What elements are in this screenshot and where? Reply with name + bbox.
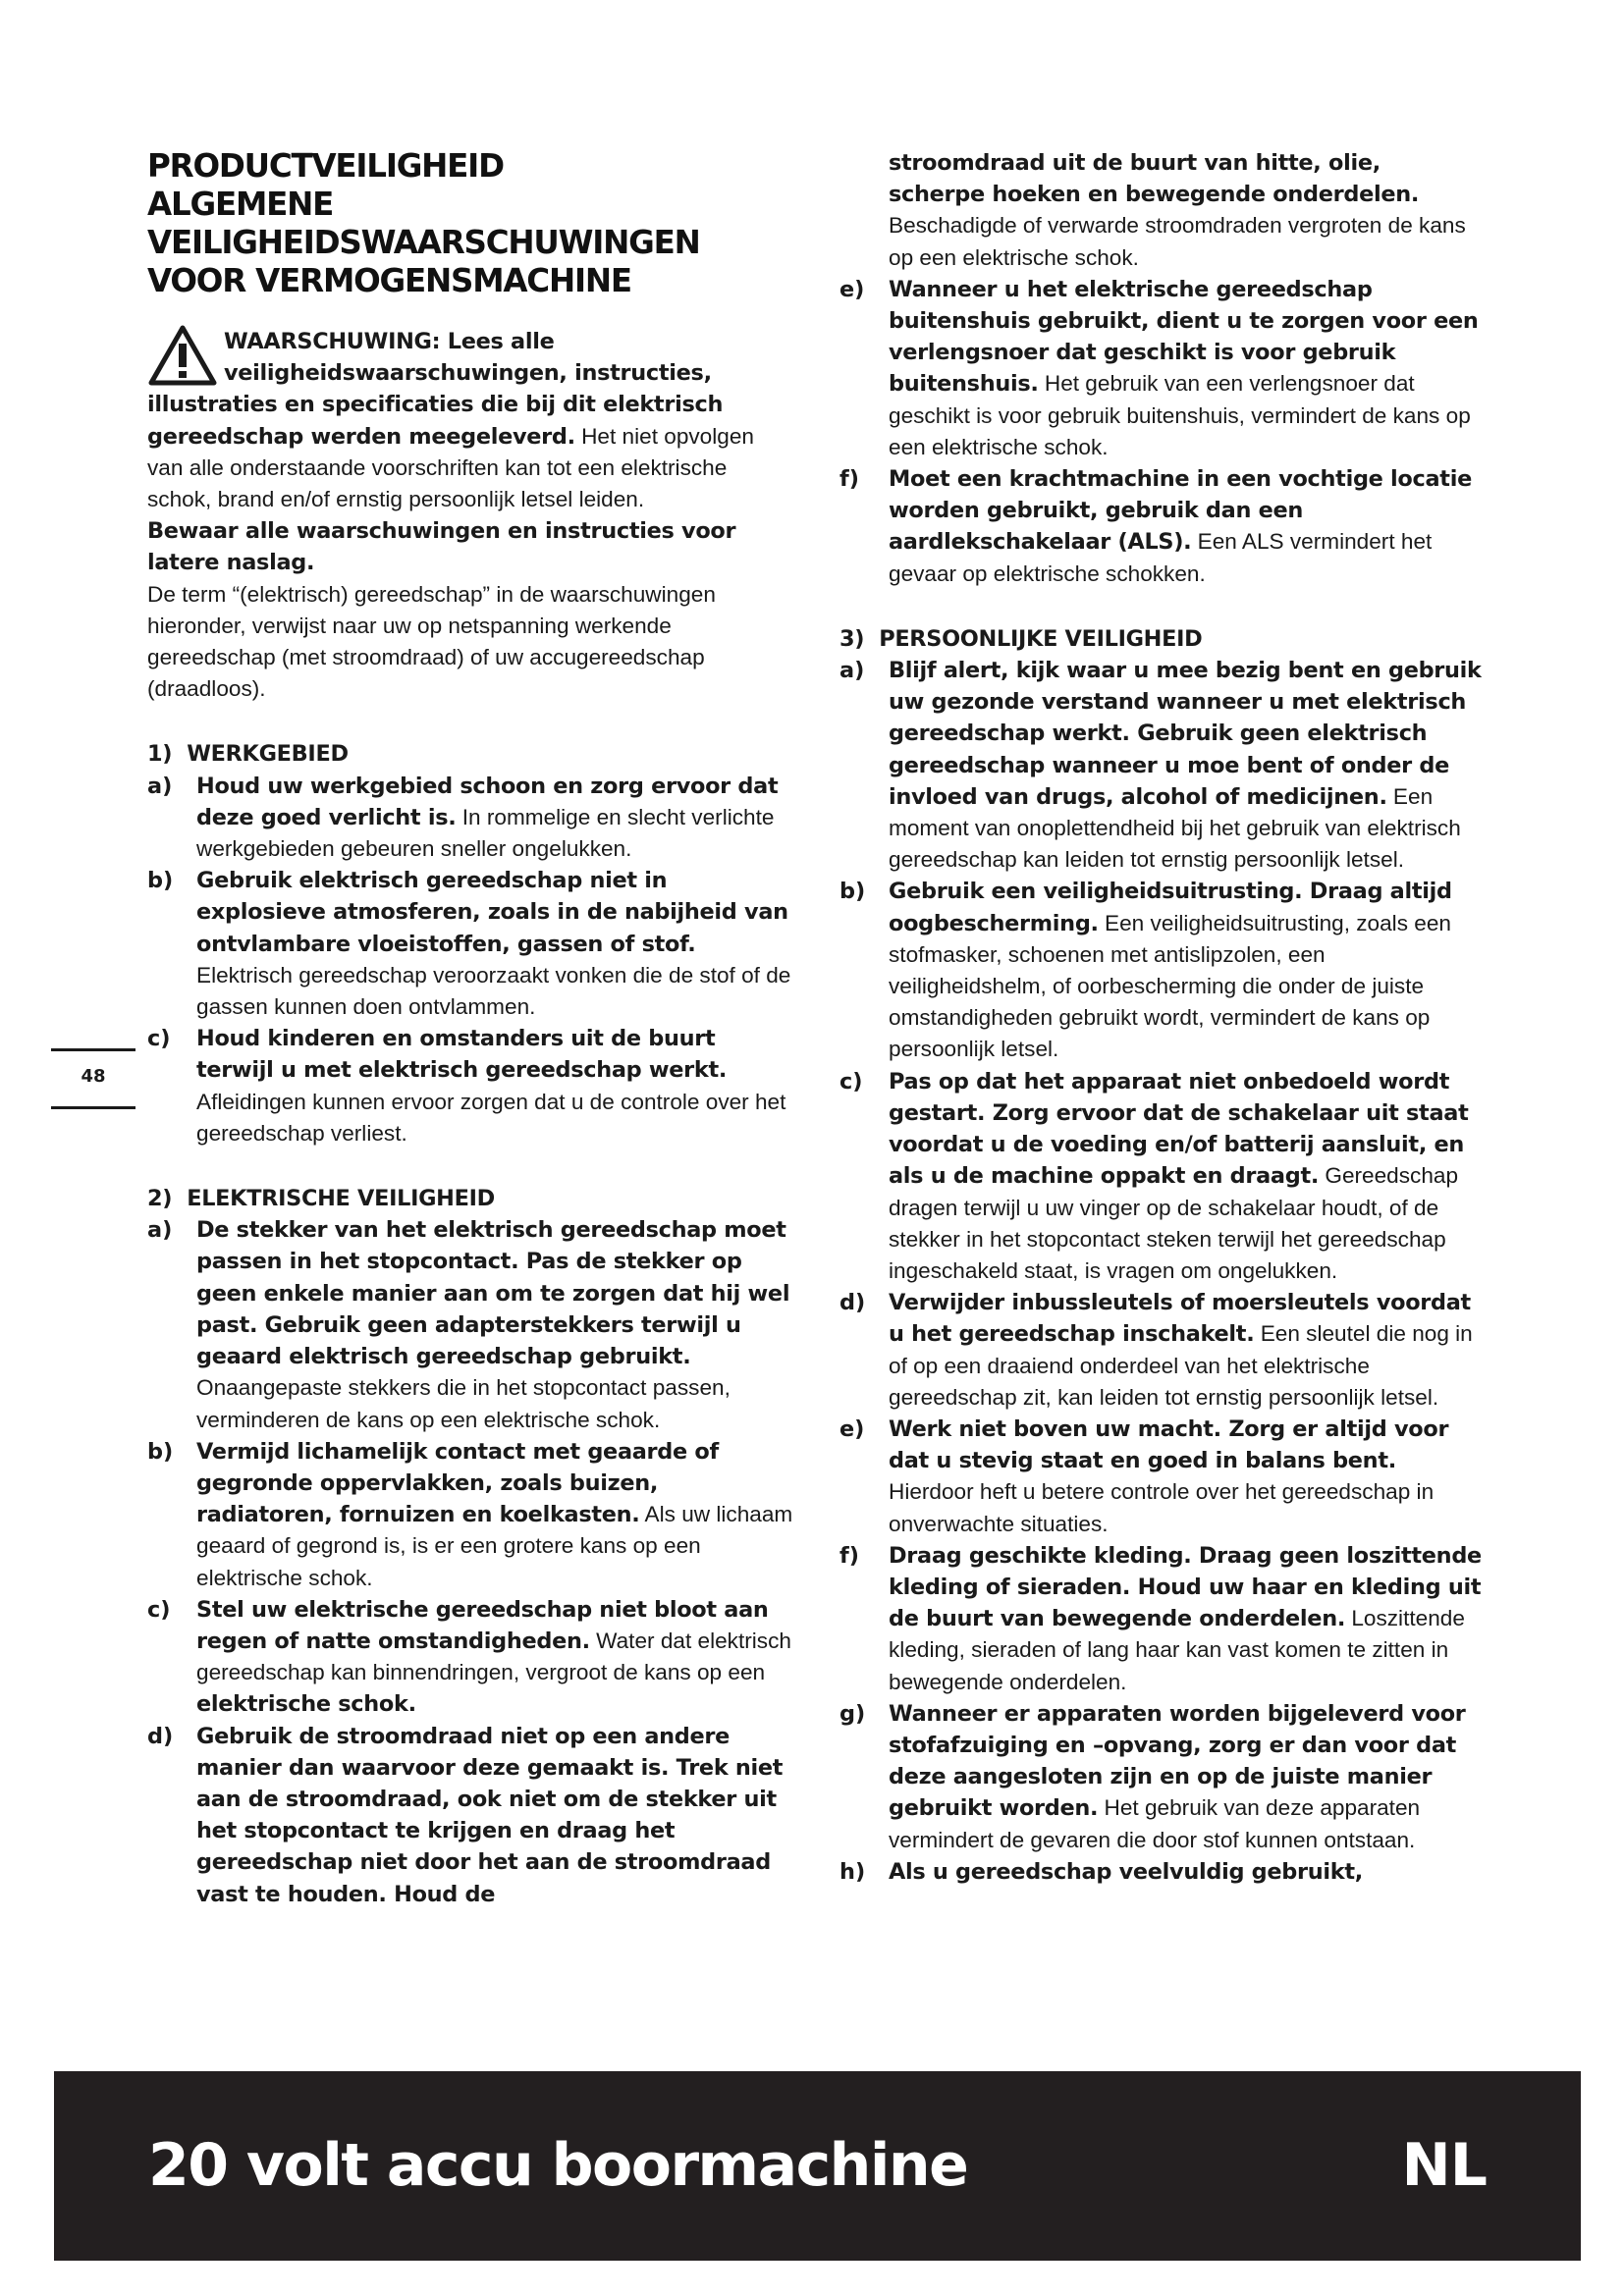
item-bold: Moet een krachtmachine in een vochtige locatie worden gebruikt, gebruik dan een aardlekschakelaar (ALS). (889, 466, 1472, 556)
item-bold: Als u gereedschap veelvuldig gebruikt, (889, 1858, 1363, 1885)
list-item (147, 771, 795, 866)
list-item (147, 1214, 795, 1435)
item-bold: Werk niet boven uw macht. Zorg er altijd voor dat u stevig staat en goed in balans bent. (889, 1415, 1449, 1474)
item-label: d) (839, 1290, 866, 1316)
list-item (147, 1023, 795, 1149)
warning-bold-text: WAARSCHUWING: Lees alle veiligheidswaarschuwingen, instructies, illustraties en specificaties die bij dit elektrisch gereedschap werden meegeleverd. (147, 329, 724, 450)
keep-instructions (147, 515, 795, 578)
spacer (147, 705, 795, 738)
list-item (147, 1721, 795, 1910)
item-label: e) (839, 1415, 865, 1442)
item-label: a) (147, 1217, 173, 1244)
list-item (839, 655, 1483, 876)
item-text: Als uw lichaam geaard of gegrond is, is er een grotere kans op een elektrische schok. (196, 1502, 793, 1590)
item-text: Beschadigde of verwarde stroomdraden vergroten de kans op een elektrische schok. (889, 213, 1466, 270)
item-bold: Stel uw elektrische gereedschap niet bloot aan regen of natte omstandigheden. (196, 1596, 769, 1654)
section-title-personal-safety: 3) PERSOONLIJKE VEILIGHEID (839, 625, 1203, 652)
list-item (839, 1856, 1483, 1888)
item-label: g) (839, 1700, 866, 1727)
item-bold: stroomdraad uit de buurt van hitte, olie, scherpe hoeken en bewegende onderdelen. (889, 150, 1420, 208)
warning-text: Het niet opvolgen van alle onderstaande voorschriften kan tot een elektrische schok, brand en/of ernstig persoonlijk letsel leiden. (147, 423, 754, 512)
footer-band (54, 2071, 1581, 2261)
item-text: Loszittende kleding, sieraden of lang haar kan vast komen te zitten in bewegende onderdelen. (889, 1606, 1465, 1694)
item-bold: Gebruik de stroomdraad niet op een andere manier dan waarvoor deze gemaakt is. Trek niet aan de stroomdraad, ook niet om de stekker uit het stopcontact te krijgen en draag het gereedschap niet door het aan de stroomdraad vast te houden. Houd de (196, 1723, 784, 1907)
list-item (839, 1540, 1483, 1698)
item-text: Elektrisch gereedschap veroorzaakt vonken die de stof of de gassen kunnen doen ontvlammen. (196, 962, 791, 1020)
heading-line: ALGEMENE (147, 186, 334, 223)
spacer (147, 1149, 795, 1183)
item-bold: Verwijder inbussleutels of moersleutels voordat u het gereedschap inschakelt. (889, 1290, 1471, 1348)
warning-paragraph (147, 326, 795, 515)
item-bold: Vermijd lichamelijk contact met geaarde of gegronde oppervlakken, zoals buizen, radiatoren, fornuizen en koelkasten. (196, 1438, 719, 1528)
item-bold: Houd uw werkgebied schoon en zorg ervoor dat deze goed verlicht is. (196, 773, 779, 830)
item-label: b) (147, 868, 174, 894)
item-bold: Gebruik een veiligheidsuitrusting. Draag altijd oogbescherming. (889, 879, 1452, 936)
item-text: Hierdoor heft u betere controle over het gereedschap in onverwachte situaties. (889, 1479, 1435, 1536)
item-text: Een ALS vermindert het gevaar op elektrische schokken. (889, 529, 1433, 586)
list-item (147, 1436, 795, 1594)
list-item (839, 1414, 1483, 1540)
heading-line: PRODUCTVEILIGHEID (147, 147, 504, 185)
page-number: 48 (81, 1066, 106, 1087)
item-bold: De stekker van het elektrisch gereedschap moet passen in het stopcontact. Pas de stekker op geen enkele manier aan om te zorgen dat hij wel past. Gebruik geen adapterstekkers terwijl u geaard elektrisch gereedschap gebruikt. (196, 1217, 790, 1370)
term-definition: De term “(elektrisch) gereedschap” in de waarschuwingen hieronder, verwijst naar uw op netspanning werkende gereedschap (met stroomdraad) of uw accugereedschap (draadloos). (147, 581, 716, 702)
section-title-work-area: 1) WERKGEBIED (147, 741, 349, 768)
item-text: Het gebruik van een verlengsnoer dat geschikt is voor gebruik buitenshuis, vermindert de kans op een elektrische schok. (889, 371, 1471, 459)
item-text: Afleidingen kunnen ervoor zorgen dat u de controle over het gereedschap verliest. (196, 1089, 786, 1146)
divider (51, 1106, 135, 1109)
item-text: Het gebruik van deze apparaten vermindert de gevaren die door stof kunnen ontstaan. (889, 1795, 1421, 1852)
item-label: b) (839, 879, 866, 905)
section-title-electrical-safety: 2) ELEKTRISCHE VEILIGHEID (147, 1186, 495, 1212)
heading-line: VOOR VERMOGENSMACHINE (147, 262, 631, 299)
list-item (839, 463, 1483, 590)
item-label: c) (839, 1068, 863, 1095)
item-bold: Houd kinderen en omstanders uit de buurt terwijl u met elektrisch gereedschap werkt. (196, 1026, 728, 1084)
page-number-marker (51, 1048, 135, 1109)
right-column (839, 147, 1483, 1888)
list-item (147, 1594, 795, 1721)
item-bold: Wanneer u het elektrische gereedschap buitenshuis gebruikt, dient u te zorgen voor een verlengsnoer dat geschikt is voor gebruik buitenshuis. (889, 276, 1479, 398)
item-bold: Blijf alert, kijk waar u mee bezig bent en gebruik uw gezonde verstand wanneer u met elektrisch gereedschap werkt. Gebruik geen elektrisch gereedschap wanneer u moe bent of onder de invloed van drugs, alcohol of medicijnen. (889, 658, 1482, 810)
item-bold: Pas op dat het apparaat niet onbedoeld wordt gestart. Zorg ervoor dat de schakelaar uit staat voordat u de voeding en/of batterij aansluit, en als u de machine oppakt en draagt. (889, 1068, 1469, 1190)
item-label: a) (147, 773, 173, 799)
language-code: NL (1401, 2131, 1487, 2200)
item-text: Een sleutel die nog in of op een draaiend onderdeel van het elektrische gereedschap zit, kan leiden tot ernstig persoonlijk letsel. (889, 1321, 1473, 1410)
item-label: e) (839, 276, 865, 302)
item-bold: Gebruik elektrisch gereedschap niet in explosieve atmosferen, zoals in de nabijheid van ontvlambare vloeistoffen, gassen of stof. (196, 868, 788, 957)
divider (51, 1048, 135, 1051)
list-item (839, 1066, 1483, 1287)
keep-instructions-bold: Bewaar alle waarschuwingen en instructies voor latere naslag. (147, 518, 736, 576)
list-item (839, 274, 1483, 463)
list-item-continued (839, 147, 1483, 274)
heading-line: VEILIGHEIDSWAARSCHUWINGEN (147, 224, 700, 261)
item-text: Gereedschap dragen terwijl u uw vinger op de schakelaar houdt, of de stekker in het stopcontact steken terwijl het gereedschap ingeschakeld staat, is vragen om ongelukken. (889, 1163, 1459, 1283)
item-bold: Draag geschikte kleding. Draag geen loszittende kleding of sieraden. Houd uw haar en kleding uit de buurt van bewegende onderdelen. (889, 1542, 1482, 1632)
item-text: Onaangepaste stekkers die in het stopcontact passen, verminderen de kans op een elektrische schok. (196, 1375, 731, 1432)
spacer (839, 590, 1483, 623)
list-item (839, 1287, 1483, 1414)
product-title: 20 volt accu boormachine (148, 2131, 968, 2200)
item-text: Water dat elektrisch gereedschap kan binnendringen, vergroot de kans op een (196, 1628, 791, 1685)
item-text: In rommelige en slecht verlichte werkgebieden gebeuren sneller ongelukken. (196, 804, 775, 862)
warning-triangle-icon (147, 324, 218, 387)
list-item (147, 865, 795, 1023)
item-label: h) (839, 1858, 866, 1885)
item-label: c) (147, 1026, 171, 1052)
item-label: b) (147, 1438, 174, 1465)
item-bold: elektrische schok. (196, 1691, 416, 1718)
item-label: f) (839, 466, 859, 493)
left-column (147, 147, 795, 1910)
list-item (839, 1698, 1483, 1856)
item-label: c) (147, 1596, 171, 1623)
item-label: f) (839, 1542, 859, 1569)
item-bold: Wanneer er apparaten worden bijgeleverd voor stofafzuiging en –opvang, zorg er dan voor dat deze aangesloten zijn en op de juiste manier gebruikt worden. (889, 1700, 1466, 1822)
item-text: Een moment van onoplettendheid bij het gebruik van elektrisch gereedschap kan leiden tot ernstig persoonlijk letsel. (889, 783, 1461, 873)
list-item (839, 876, 1483, 1065)
item-label: d) (147, 1723, 174, 1749)
item-text: Een veiligheidsuitrusting, zoals een stofmasker, schoenen met antislipzolen, een veiligheidshelm, of oorbescherming die onder de juiste omstandigheden gebruikt wordt, vermindert de kans op persoonlijk letsel. (889, 910, 1451, 1062)
item-label: a) (839, 658, 865, 684)
page-heading (147, 147, 795, 300)
